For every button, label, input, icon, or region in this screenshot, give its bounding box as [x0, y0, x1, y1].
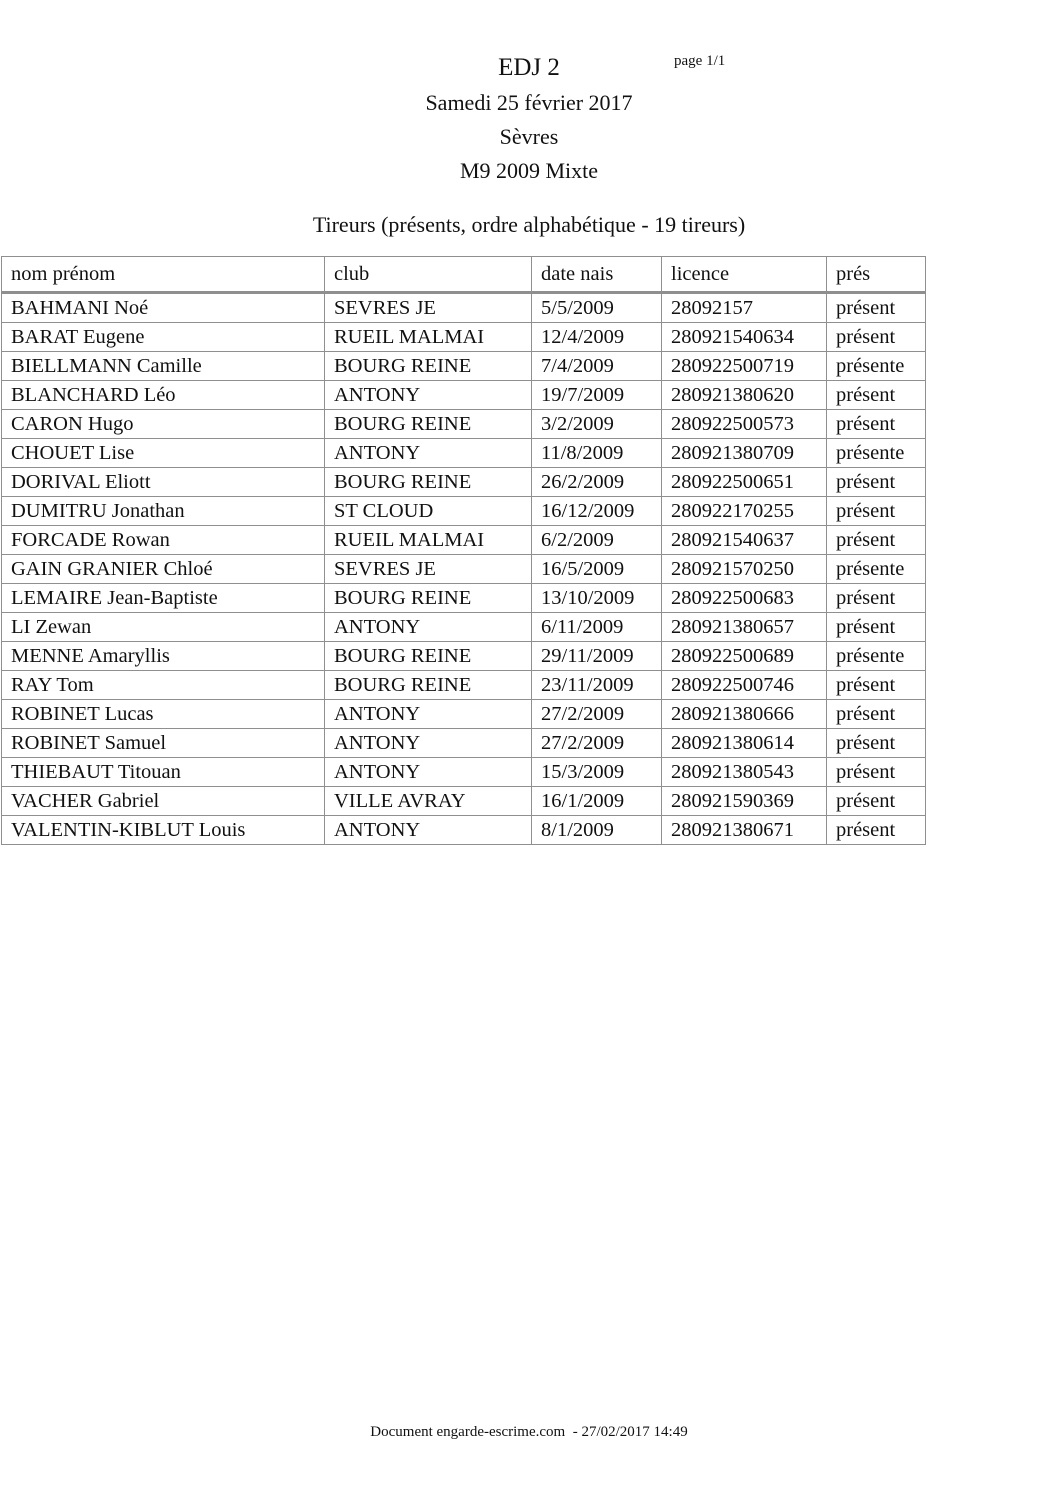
cell-licence: 280922500573 — [662, 410, 827, 439]
cell-name: FORCADE Rowan — [2, 526, 325, 555]
cell-birthdate: 27/2/2009 — [532, 729, 662, 758]
cell-club: BOURG REINE — [325, 468, 532, 497]
cell-birthdate: 12/4/2009 — [532, 323, 662, 352]
cell-club: ANTONY — [325, 816, 532, 845]
cell-licence: 280921380543 — [662, 758, 827, 787]
cell-birthdate: 16/12/2009 — [532, 497, 662, 526]
cell-club: BOURG REINE — [325, 584, 532, 613]
cell-club: BOURG REINE — [325, 642, 532, 671]
cell-name: DORIVAL Eliott — [2, 468, 325, 497]
cell-club: RUEIL MALMAI — [325, 526, 532, 555]
cell-licence: 280921380671 — [662, 816, 827, 845]
cell-presence: présent — [827, 700, 926, 729]
table-row — [2, 642, 926, 671]
cell-presence: présent — [827, 758, 926, 787]
table-row — [2, 293, 926, 323]
cell-presence: présent — [827, 613, 926, 642]
table-row — [2, 671, 926, 700]
cell-licence: 280922500719 — [662, 352, 827, 381]
cell-licence: 280922500746 — [662, 671, 827, 700]
table-row — [2, 613, 926, 642]
cell-name: BAHMANI Noé — [2, 293, 325, 323]
cell-birthdate: 23/11/2009 — [532, 671, 662, 700]
cell-presence: présent — [827, 671, 926, 700]
cell-birthdate: 6/11/2009 — [532, 613, 662, 642]
cell-presence: présent — [827, 787, 926, 816]
fencers-table-body — [2, 293, 926, 845]
cell-presence: présent — [827, 293, 926, 323]
table-row — [2, 381, 926, 410]
cell-presence: présente — [827, 642, 926, 671]
footer-note: Document engarde-escrime.com - 27/02/2017 14:49 — [370, 1424, 688, 1440]
cell-licence: 280922500683 — [662, 584, 827, 613]
cell-licence: 280921380709 — [662, 439, 827, 468]
cell-presence: présent — [827, 816, 926, 845]
table-row — [2, 410, 926, 439]
cell-presence: présent — [827, 584, 926, 613]
column-header-club: club — [325, 257, 532, 293]
event-title: EDJ 2 — [498, 54, 560, 81]
table-row — [2, 758, 926, 787]
cell-name: MENNE Amaryllis — [2, 642, 325, 671]
column-header-birthdate: date nais — [532, 257, 662, 293]
cell-licence: 280921380657 — [662, 613, 827, 642]
cell-presence: présent — [827, 526, 926, 555]
cell-birthdate: 7/4/2009 — [532, 352, 662, 381]
cell-name: BARAT Eugene — [2, 323, 325, 352]
cell-birthdate: 15/3/2009 — [532, 758, 662, 787]
cell-licence: 28092157 — [662, 293, 827, 323]
cell-name: ROBINET Lucas — [2, 700, 325, 729]
cell-club: ANTONY — [325, 758, 532, 787]
column-header-presence: prés — [827, 257, 926, 293]
cell-name: ROBINET Samuel — [2, 729, 325, 758]
table-row — [2, 816, 926, 845]
cell-name: RAY Tom — [2, 671, 325, 700]
table-row — [2, 352, 926, 381]
event-category: M9 2009 Mixte — [459, 158, 599, 183]
cell-name: VACHER Gabriel — [2, 787, 325, 816]
cell-birthdate: 29/11/2009 — [532, 642, 662, 671]
cell-club: ANTONY — [325, 439, 532, 468]
cell-name: BLANCHARD Léo — [2, 381, 325, 410]
table-row — [2, 439, 926, 468]
table-row — [2, 787, 926, 816]
cell-licence: 280921590369 — [662, 787, 827, 816]
cell-birthdate: 26/2/2009 — [532, 468, 662, 497]
fencers-table — [1, 256, 926, 845]
cell-club: BOURG REINE — [325, 410, 532, 439]
cell-licence: 280921540637 — [662, 526, 827, 555]
column-header-name: nom prénom — [2, 257, 325, 293]
cell-birthdate: 19/7/2009 — [532, 381, 662, 410]
table-row — [2, 497, 926, 526]
cell-name: GAIN GRANIER Chloé — [2, 555, 325, 584]
cell-birthdate: 13/10/2009 — [532, 584, 662, 613]
table-row — [2, 729, 926, 758]
cell-club: ST CLOUD — [325, 497, 532, 526]
cell-birthdate: 11/8/2009 — [532, 439, 662, 468]
cell-presence: présent — [827, 729, 926, 758]
cell-licence: 280921380620 — [662, 381, 827, 410]
cell-club: SEVRES JE — [325, 293, 532, 323]
cell-presence: présent — [827, 323, 926, 352]
cell-birthdate: 16/1/2009 — [532, 787, 662, 816]
cell-presence: présent — [827, 381, 926, 410]
cell-birthdate: 5/5/2009 — [532, 293, 662, 323]
cell-club: SEVRES JE — [325, 555, 532, 584]
cell-presence: présent — [827, 497, 926, 526]
cell-name: CHOUET Lise — [2, 439, 325, 468]
event-place: Sèvres — [499, 124, 559, 149]
cell-licence: 280921380666 — [662, 700, 827, 729]
cell-club: RUEIL MALMAI — [325, 323, 532, 352]
cell-name: LEMAIRE Jean-Baptiste — [2, 584, 325, 613]
cell-birthdate: 3/2/2009 — [532, 410, 662, 439]
table-row — [2, 555, 926, 584]
cell-licence: 280921570250 — [662, 555, 827, 584]
section-title: Tireurs (présents, ordre alphabétique - 19 tireurs) — [312, 212, 746, 237]
cell-club: ANTONY — [325, 381, 532, 410]
table-row — [2, 526, 926, 555]
cell-birthdate: 16/5/2009 — [532, 555, 662, 584]
cell-presence: présente — [827, 439, 926, 468]
cell-presence: présent — [827, 410, 926, 439]
cell-club: ANTONY — [325, 700, 532, 729]
table-row — [2, 323, 926, 352]
cell-name: VALENTIN-KIBLUT Louis — [2, 816, 325, 845]
cell-club: ANTONY — [325, 613, 532, 642]
cell-birthdate: 6/2/2009 — [532, 526, 662, 555]
cell-name: BIELLMANN Camille — [2, 352, 325, 381]
cell-club: BOURG REINE — [325, 671, 532, 700]
cell-licence: 280922170255 — [662, 497, 827, 526]
cell-presence: présente — [827, 555, 926, 584]
cell-licence: 280922500651 — [662, 468, 827, 497]
cell-club: VILLE AVRAY — [325, 787, 532, 816]
cell-name: THIEBAUT Titouan — [2, 758, 325, 787]
column-header-licence: licence — [662, 257, 827, 293]
cell-club: BOURG REINE — [325, 352, 532, 381]
cell-licence: 280922500689 — [662, 642, 827, 671]
cell-name: DUMITRU Jonathan — [2, 497, 325, 526]
table-row — [2, 700, 926, 729]
cell-name: LI Zewan — [2, 613, 325, 642]
page-number: page 1/1 — [674, 53, 726, 69]
cell-birthdate: 27/2/2009 — [532, 700, 662, 729]
cell-club: ANTONY — [325, 729, 532, 758]
table-header-row — [2, 257, 926, 293]
cell-licence: 280921540634 — [662, 323, 827, 352]
cell-presence: présente — [827, 352, 926, 381]
cell-birthdate: 8/1/2009 — [532, 816, 662, 845]
table-row — [2, 584, 926, 613]
cell-licence: 280921380614 — [662, 729, 827, 758]
cell-name: CARON Hugo — [2, 410, 325, 439]
cell-presence: présent — [827, 468, 926, 497]
event-date: Samedi 25 février 2017 — [425, 90, 633, 115]
table-row — [2, 468, 926, 497]
